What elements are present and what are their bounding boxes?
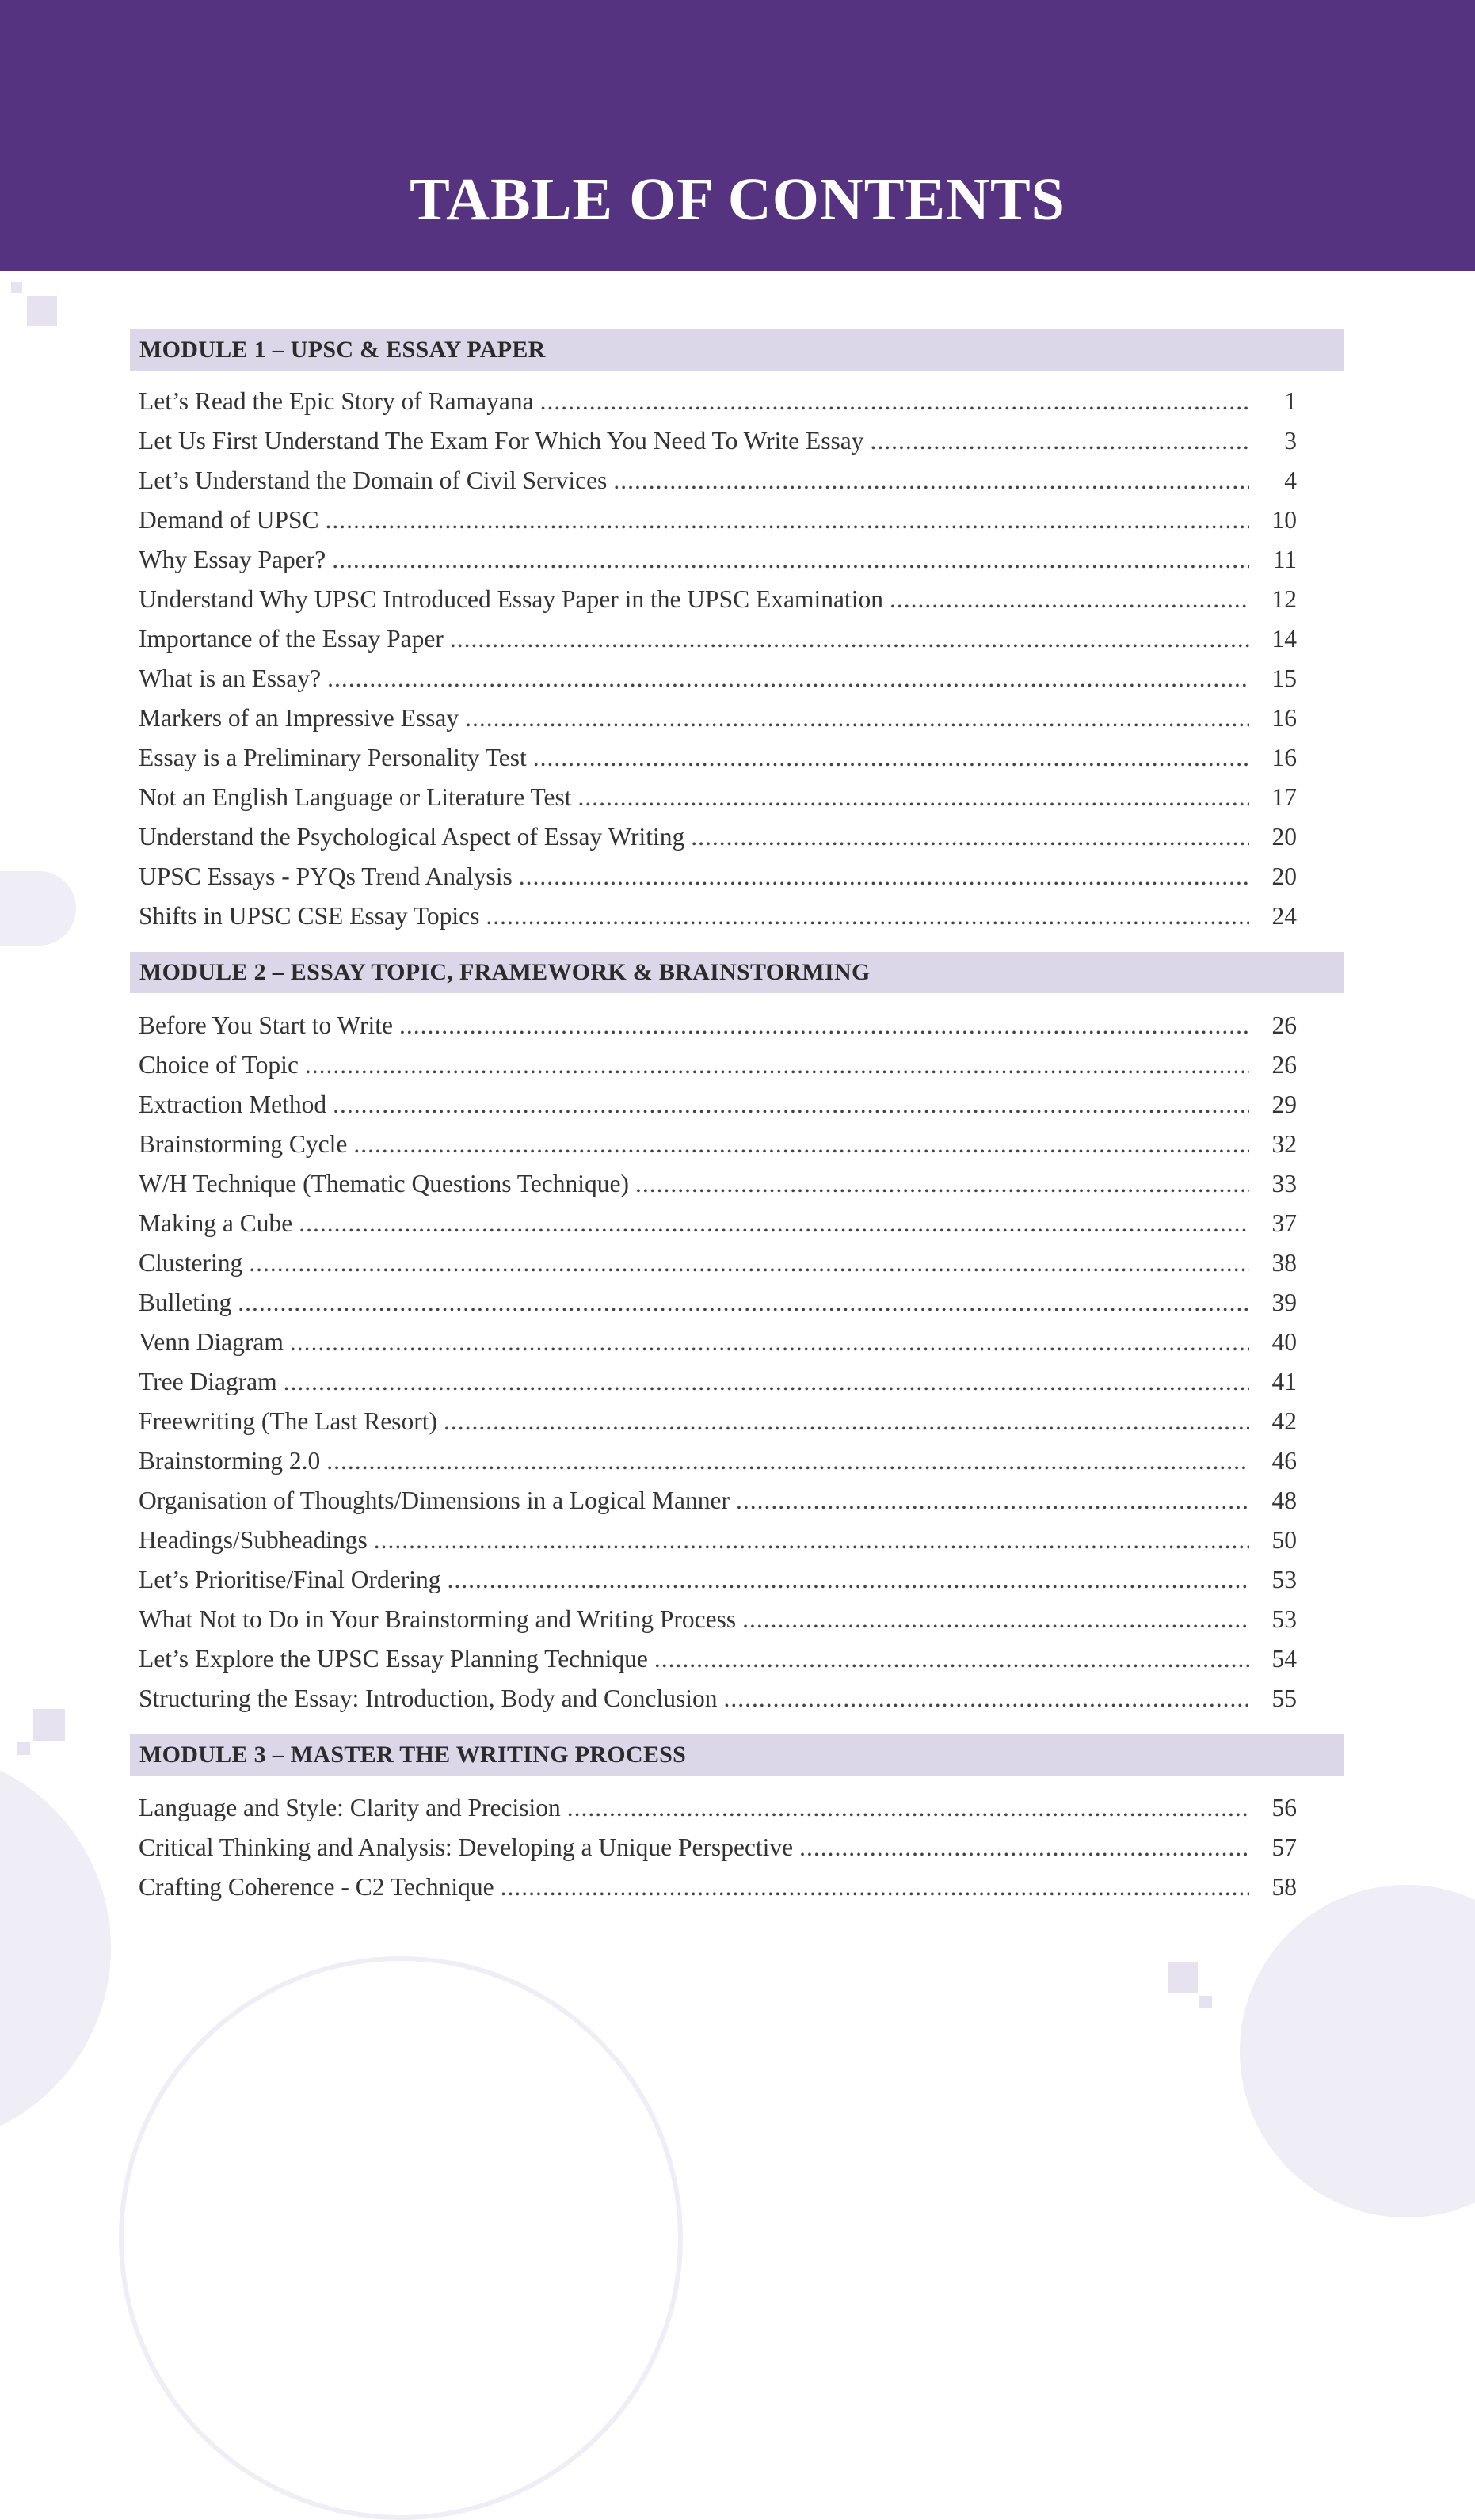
entry-title: Clustering (139, 1249, 243, 1277)
entry-title: Choice of Topic (139, 1051, 299, 1079)
dot-leader (450, 619, 1249, 659)
entry-title: Language and Style: Clarity and Precision (139, 1794, 561, 1821)
module-heading-2: MODULE 2 – ESSAY TOPIC, FRAMEWORK & BRAINSTORMING (130, 952, 1344, 993)
dot-leader (399, 1006, 1249, 1045)
entry-page: 39 (1271, 1289, 1297, 1316)
toc-entry[interactable] (139, 1867, 1297, 1907)
toc-entry[interactable] (139, 659, 1297, 699)
entry-page: 11 (1272, 546, 1297, 573)
toc-entry[interactable] (139, 1006, 1297, 1045)
toc-entry[interactable] (139, 1204, 1297, 1243)
toc-entry[interactable] (139, 1828, 1297, 1867)
entry-page: 55 (1271, 1684, 1297, 1712)
entry-title: Bulleting (139, 1289, 232, 1316)
entry-page: 4 (1284, 466, 1297, 494)
entry-title: Tree Diagram (139, 1368, 277, 1395)
toc-entry[interactable] (139, 778, 1297, 817)
toc-entry[interactable] (139, 1164, 1297, 1204)
entry-page: 20 (1271, 823, 1297, 851)
toc-entry[interactable] (139, 1521, 1297, 1560)
entry-title: Organisation of Thoughts/Dimensions in a Logical Manner (139, 1486, 730, 1514)
toc-entry[interactable] (139, 1085, 1297, 1125)
dot-leader (567, 1788, 1249, 1828)
dot-leader (613, 461, 1249, 501)
dot-leader (691, 817, 1249, 857)
toc-entry[interactable] (139, 1125, 1297, 1164)
entry-page: 42 (1271, 1407, 1297, 1435)
entry-title: What Not to Do in Your Brainstorming and Writing Process (139, 1605, 737, 1633)
toc-entry[interactable] (139, 619, 1297, 659)
toc-entry[interactable] (139, 540, 1297, 580)
dot-leader (332, 540, 1249, 580)
dot-leader (533, 738, 1249, 778)
entry-page: 26 (1271, 1051, 1297, 1079)
entry-title: Extraction Method (139, 1091, 327, 1118)
dot-leader (465, 699, 1249, 738)
entry-page: 32 (1271, 1130, 1297, 1158)
entry-page: 58 (1271, 1873, 1297, 1901)
entry-title: Brainstorming 2.0 (139, 1447, 321, 1475)
entry-page: 20 (1271, 862, 1297, 890)
dot-leader (374, 1521, 1249, 1560)
dot-leader (353, 1125, 1249, 1164)
dot-leader (486, 896, 1249, 936)
entry-title: UPSC Essays - PYQs Trend Analysis (139, 862, 513, 890)
dot-leader (890, 580, 1249, 619)
entry-title: Importance of the Essay Paper (139, 625, 444, 653)
entry-title: Understand Why UPSC Introduced Essay Paper in the UPSC Examination (139, 585, 883, 613)
toc-entry[interactable] (139, 738, 1297, 778)
dot-leader (654, 1639, 1249, 1679)
entry-page: 26 (1271, 1011, 1297, 1039)
entry-title: What is an Essay? (139, 664, 322, 692)
dot-leader (326, 1441, 1249, 1481)
dot-leader (238, 1283, 1249, 1323)
entry-page: 24 (1271, 902, 1297, 930)
dot-leader (290, 1323, 1249, 1362)
entry-page: 56 (1271, 1794, 1297, 1821)
dot-leader (501, 1867, 1249, 1907)
dot-leader (724, 1679, 1249, 1719)
dot-leader (742, 1600, 1249, 1639)
entry-title: Let Us First Understand The Exam For Which You Need To Write Essay (139, 427, 864, 455)
dot-leader (444, 1402, 1249, 1441)
toc-entry[interactable] (139, 1362, 1297, 1402)
entry-title: Critical Thinking and Analysis: Developing a Unique Perspective (139, 1833, 794, 1861)
dot-leader (635, 1164, 1249, 1204)
entry-page: 16 (1271, 744, 1297, 771)
entry-page: 16 (1271, 704, 1297, 732)
entry-page: 46 (1271, 1447, 1297, 1475)
toc-entry[interactable] (139, 1600, 1297, 1639)
entry-title: Brainstorming Cycle (139, 1130, 348, 1158)
toc-entry[interactable] (139, 461, 1297, 501)
entry-title: Markers of an Impressive Essay (139, 704, 459, 732)
entry-page: 41 (1271, 1368, 1297, 1395)
dot-leader (519, 857, 1249, 896)
entry-title: W/H Technique (Thematic Questions Technique) (139, 1170, 629, 1197)
dot-leader (540, 382, 1249, 421)
toc-entry[interactable] (139, 501, 1297, 540)
entry-page: 54 (1271, 1645, 1297, 1673)
entry-page: 15 (1271, 664, 1297, 692)
dot-leader (249, 1243, 1249, 1283)
module-heading-3: MODULE 3 – MASTER THE WRITING PROCESS (130, 1734, 1344, 1776)
dot-leader (327, 659, 1249, 699)
dot-leader (447, 1560, 1249, 1600)
toc-entry[interactable] (139, 1560, 1297, 1600)
entry-page: 12 (1271, 585, 1297, 613)
entry-page: 38 (1271, 1249, 1297, 1277)
entry-title: Not an English Language or Literature Test (139, 783, 572, 811)
dot-leader (736, 1481, 1249, 1521)
entry-page: 53 (1271, 1566, 1297, 1593)
toc-entry[interactable] (139, 699, 1297, 738)
entry-page: 10 (1271, 506, 1297, 534)
dot-leader (578, 778, 1249, 817)
entry-title: Before You Start to Write (139, 1011, 393, 1039)
toc-entry[interactable] (139, 857, 1297, 896)
dot-leader (326, 501, 1250, 540)
toc-entry[interactable] (139, 1323, 1297, 1362)
entry-title: Headings/Subheadings (139, 1526, 368, 1554)
entry-page: 57 (1271, 1833, 1297, 1861)
entry-page: 53 (1271, 1605, 1297, 1633)
toc-entry[interactable] (139, 1243, 1297, 1283)
entry-title: Crafting Coherence - C2 Technique (139, 1873, 494, 1901)
dot-leader (333, 1085, 1249, 1125)
toc-entry[interactable] (139, 1283, 1297, 1323)
toc-entry[interactable] (139, 1045, 1297, 1085)
toc-entry[interactable] (139, 382, 1297, 421)
page-title: TABLE OF CONTENTS (410, 166, 1065, 233)
entry-title: Let’s Understand the Domain of Civil Services (139, 466, 608, 494)
toc-entry[interactable] (139, 1441, 1297, 1481)
entry-page: 37 (1271, 1209, 1297, 1237)
entry-page: 3 (1284, 427, 1297, 455)
toc-entry[interactable] (139, 580, 1297, 619)
dot-leader (799, 1828, 1249, 1867)
entry-page: 17 (1271, 783, 1297, 811)
entry-title: Venn Diagram (139, 1328, 284, 1356)
entry-title: Let’s Read the Epic Story of Ramayana (139, 387, 534, 415)
toc-entry[interactable] (139, 1788, 1297, 1828)
dot-leader (305, 1045, 1249, 1085)
toc-entry[interactable] (139, 1402, 1297, 1441)
entry-title: Structuring the Essay: Introduction, Body and Conclusion (139, 1684, 718, 1712)
entry-title: Understand the Psychological Aspect of Essay Writing (139, 823, 685, 851)
entry-page: 33 (1271, 1170, 1297, 1197)
toc-entry[interactable] (139, 421, 1297, 461)
dot-leader (299, 1204, 1249, 1243)
module-heading-1: MODULE 1 – UPSC & ESSAY PAPER (130, 329, 1344, 371)
entry-title: Let’s Prioritise/Final Ordering (139, 1566, 441, 1593)
entry-title: Let’s Explore the UPSC Essay Planning Technique (139, 1645, 648, 1673)
entry-title: Freewriting (The Last Resort) (139, 1407, 438, 1435)
entry-page: 48 (1271, 1486, 1297, 1514)
entry-title: Shifts in UPSC CSE Essay Topics (139, 902, 480, 930)
toc-entry[interactable] (139, 817, 1297, 857)
toc-entry[interactable] (139, 1639, 1297, 1679)
entry-page: 50 (1271, 1526, 1297, 1554)
entry-page: 29 (1271, 1091, 1297, 1118)
dot-leader (870, 421, 1249, 461)
entry-title: Why Essay Paper? (139, 546, 326, 573)
entry-page: 14 (1271, 625, 1297, 653)
toc-entry[interactable] (139, 1481, 1297, 1521)
entry-page: 40 (1271, 1328, 1297, 1356)
entry-title: Demand of UPSC (139, 506, 319, 534)
dot-leader (284, 1362, 1249, 1402)
decor-ring-bottom (119, 1956, 683, 2520)
toc-entry[interactable] (139, 1679, 1297, 1719)
entry-page: 1 (1284, 387, 1297, 415)
toc-entry[interactable] (139, 896, 1297, 936)
entry-title: Making a Cube (139, 1209, 293, 1237)
entry-title: Essay is a Preliminary Personality Test (139, 744, 527, 771)
